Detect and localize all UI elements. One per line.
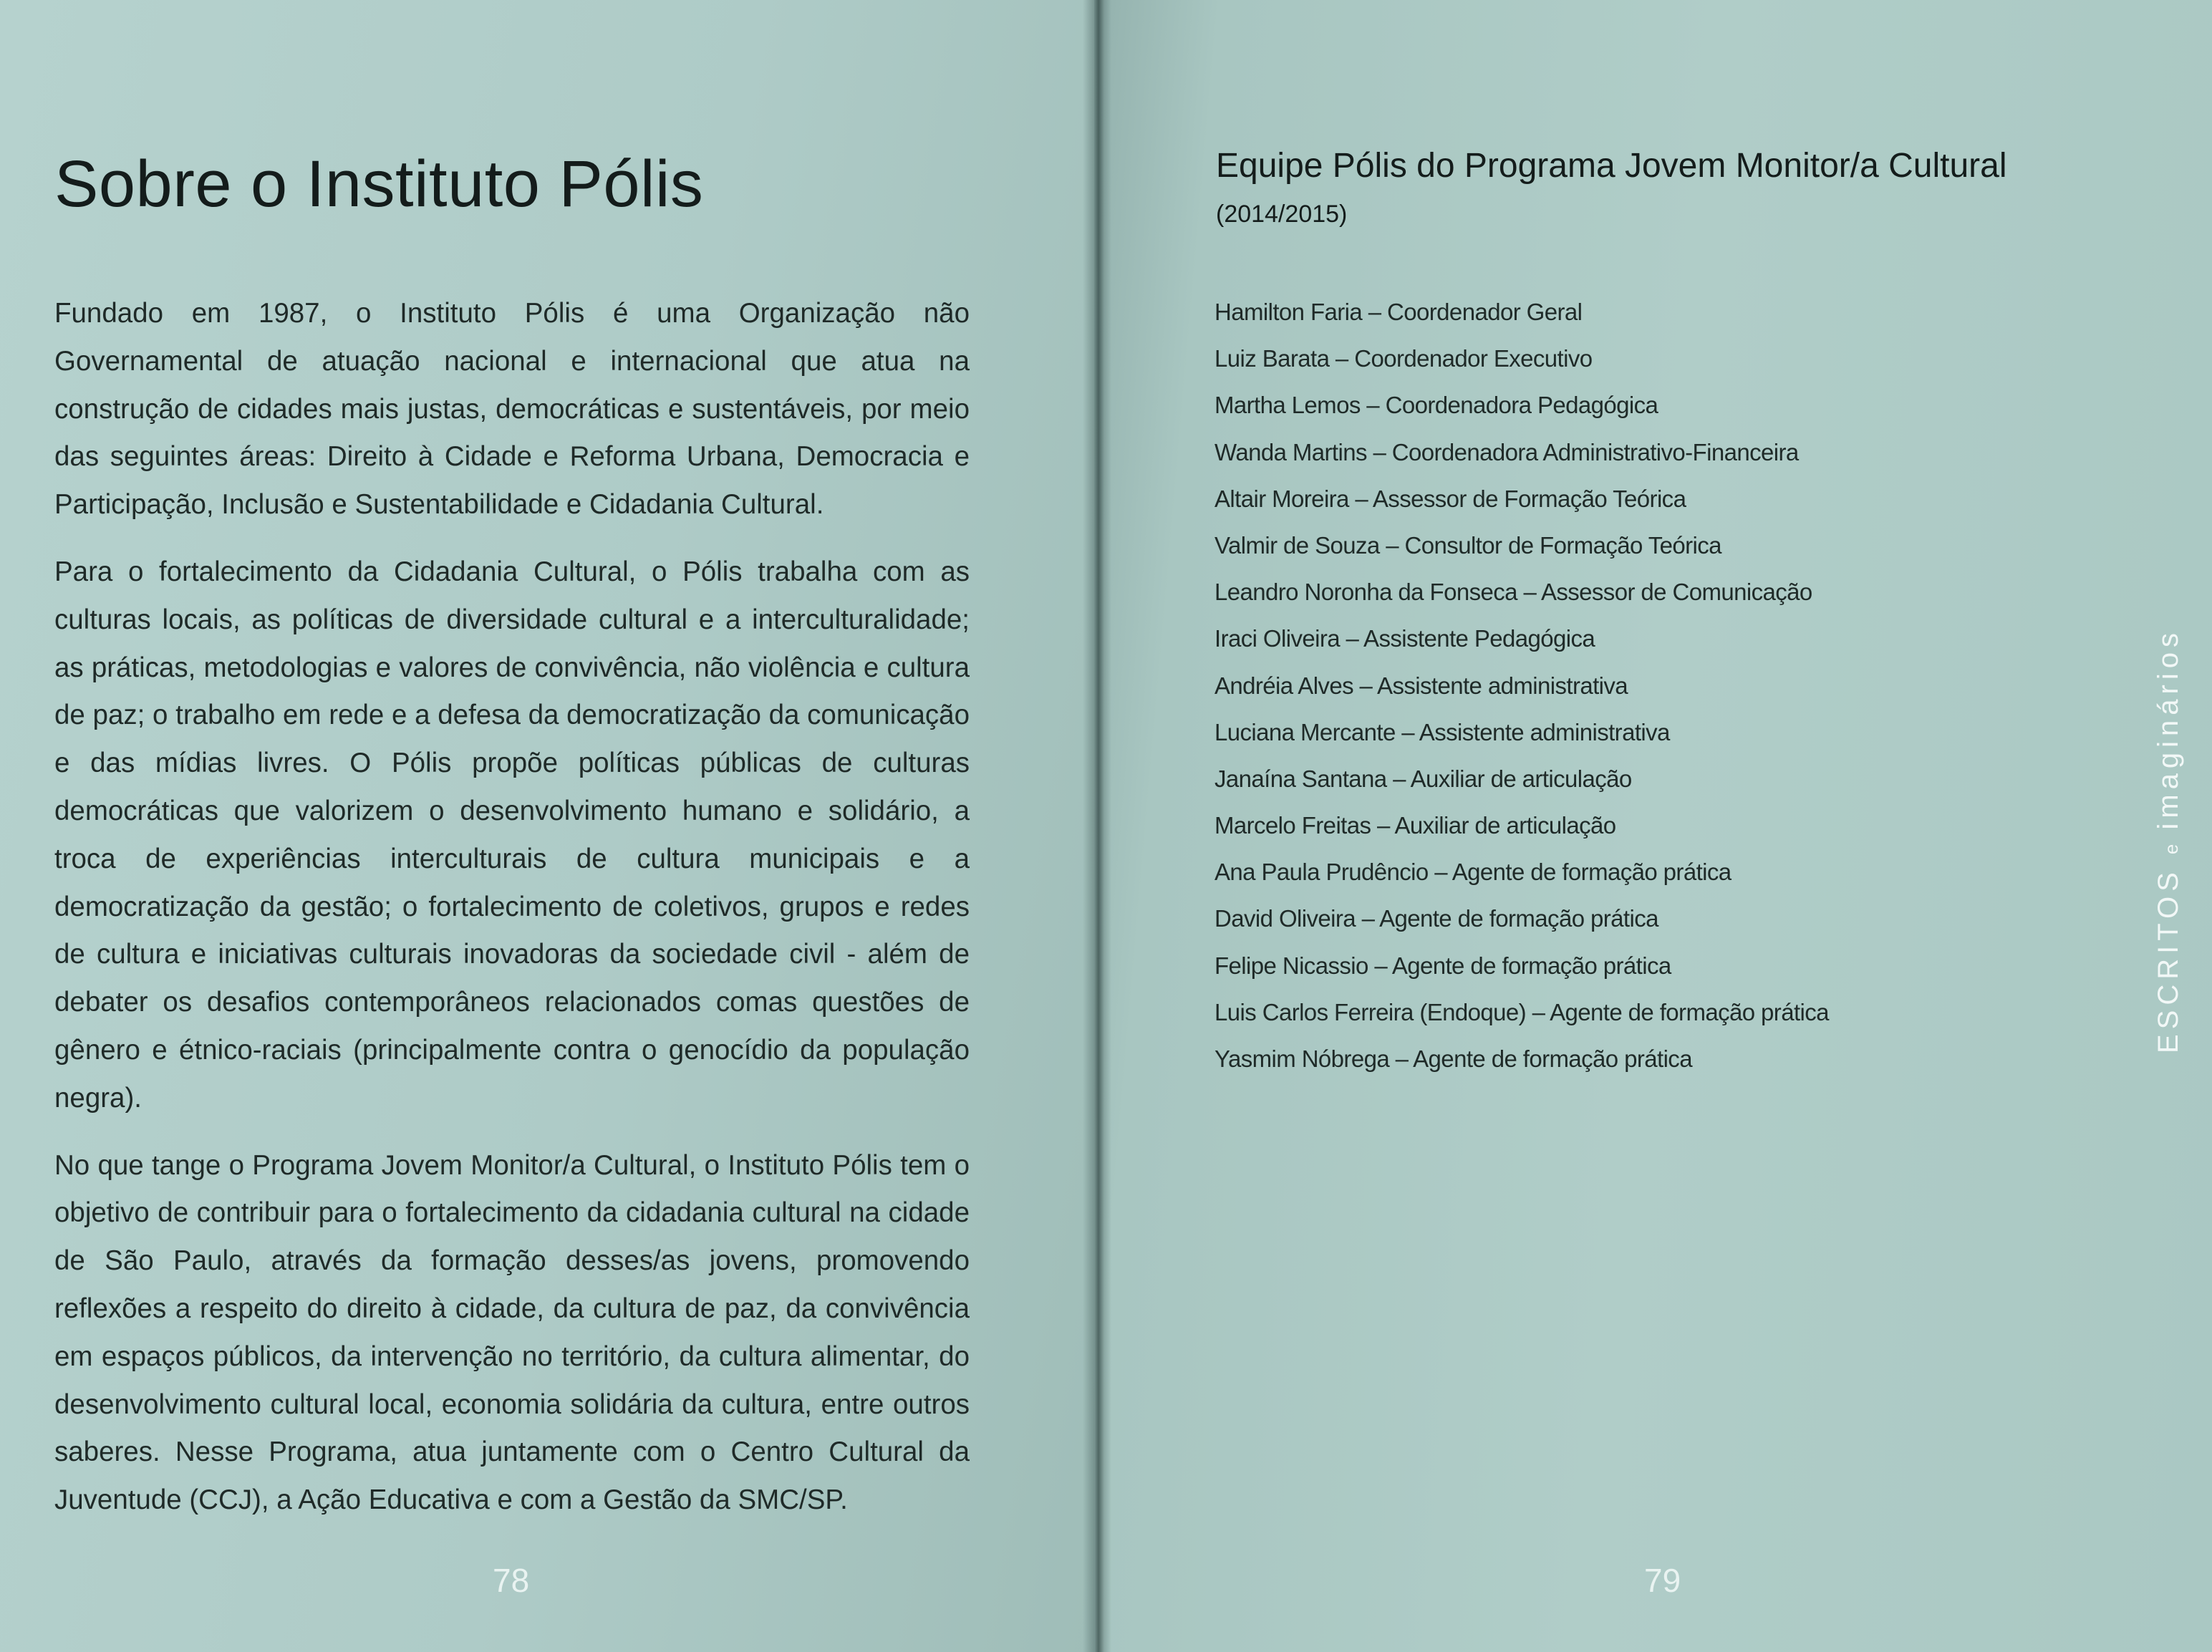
team-member: Luiz Barata – Coordenador Executivo (1214, 345, 1593, 372)
body-text (54, 290, 970, 1544)
page-number-right: 79 (1644, 1562, 1681, 1599)
team-member: Leandro Noronha da Fonseca – Assessor de Comunicação (1214, 579, 1812, 606)
team-member: Luciana Mercante – Assistente administrativa (1214, 718, 1670, 745)
logo-word-imaginarios: imaginários (2153, 628, 2184, 830)
team-member: Felipe Nicassio – Agente de formação prática (1214, 952, 1671, 979)
paragraph-cultural-citizenship: Para o fortalecimento da Cidadania Cultural, o Pólis trabalha com as culturas locais, as políticas de diversidade cultural e a interculturalidade; as práticas, metodologias e valores de convivência, não violência e cultura de paz; o trabalho em rede e a defesa da democratização da comunicação e das mídias livres. O Pólis propõe políticas públicas de culturas democráticas que valorizem o desenvolvimento humano e solidário, a troca de experiências interculturais de cultura municipais e a democratização da gestão; o fortalecimento de coletivos, grupos e redes de cultura e iniciativas culturais inovadoras da sociedade civil - além de debater os desafios contemporâneos relacionados comas questões de gênero e étnico-raciais (principalmente contra o genocídio da população negra). (54, 556, 970, 1114)
team-period: (2014/2015) (1216, 201, 1348, 228)
logo-word-escritos: ESCRITOS (2153, 867, 2184, 1053)
side-logo (2153, 628, 2185, 1053)
team-member: Wanda Martins – Coordenadora Administrativo-Financeira (1214, 438, 1799, 465)
team-member: Andréia Alves – Assistente administrativa (1214, 672, 1628, 699)
team-member: David Oliveira – Agente de formação prática (1214, 905, 1658, 932)
logo-connector: e (2160, 842, 2182, 855)
team-member: Marcelo Freitas – Auxiliar de articulação (1214, 812, 1616, 839)
team-member: Luis Carlos Ferreira (Endoque) – Agente de formação prática (1214, 998, 1829, 1025)
book-gutter (1083, 0, 1111, 1652)
team-member: Martha Lemos – Coordenadora Pedagógica (1214, 392, 1658, 419)
paragraph-founding: Fundado em 1987, o Instituto Pólis é uma Organização não Governamental de atuação nacional e internacional que atua na construção de cidades mais justas, democráticas e sustentáveis, por meio das seguintes áreas: Direito à Cidade e Reforma Urbana, Democracia e Participação, Inclusão e Sustentabilidade e Cidadania Cultural. (54, 298, 970, 521)
team-member: Iraci Oliveira – Assistente Pedagógica (1214, 625, 1595, 652)
page-number-left: 78 (493, 1562, 530, 1599)
team-member: Janaína Santana – Auxiliar de articulação (1214, 765, 1632, 792)
page-title: Sobre o Instituto Pólis (54, 148, 704, 221)
team-member: Ana Paula Prudêncio – Agente de formação prática (1214, 859, 1732, 886)
team-member: Yasmim Nóbrega – Agente de formação prática (1214, 1045, 1692, 1072)
paragraph-youth-program: No que tange o Programa Jovem Monitor/a Cultural, o Instituto Pólis tem o objetivo de contribuir para o fortalecimento da cidadania cultural na cidade de São Paulo, através da formação desses/as jovens, promovendo reflexões a respeito do direito à cidade, da cultura de paz, da convivência em espaços públicos, da intervenção no território, da cultura alimentar, do desenvolvimento cultural local, economia solidária da cultura, entre outros saberes. Nesse Programa, atua juntamente com o Centro Cultural da Juventude (CCJ), a Ação Educativa e com a Gestão da SMC/SP. (54, 1149, 970, 1516)
team-member: Altair Moreira – Assessor de Formação Teórica (1214, 485, 1686, 512)
team-member: Valmir de Souza – Consultor de Formação Teórica (1214, 531, 1721, 559)
left-page (0, 0, 1094, 1652)
team-member: Hamilton Faria – Coordenador Geral (1214, 299, 1583, 325)
team-section-title: Equipe Pólis do Programa Jovem Monitor/a Cultural (1216, 147, 2007, 185)
right-page (1094, 0, 2212, 1652)
team-list (1214, 289, 1829, 1082)
